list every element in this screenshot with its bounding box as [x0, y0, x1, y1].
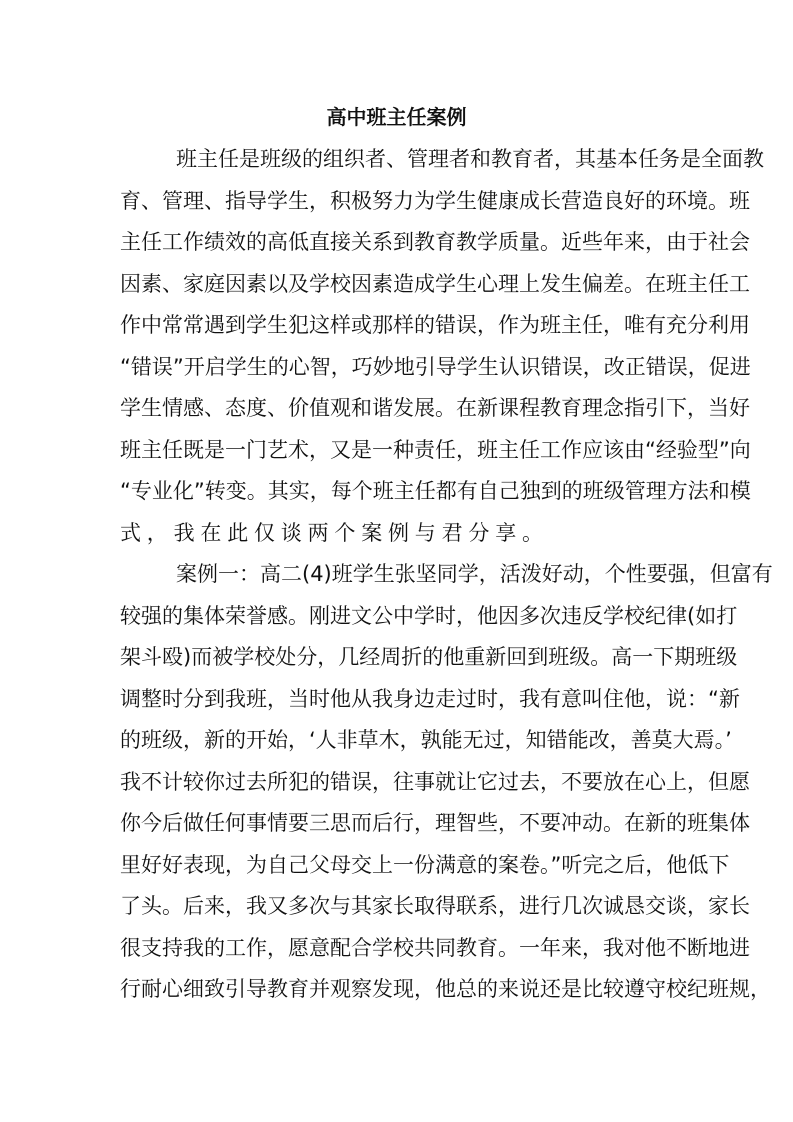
- paragraph-intro: [120, 139, 764, 554]
- text-line: “错误”开启学生的心智，巧妙地引导学生认识错误，改正错误，促进: [120, 354, 751, 379]
- paragraph-case-one: [120, 554, 773, 1011]
- text-line: 案例一：高二(4)班学生张坚同学，活泼好动，个性要强，但富有: [176, 562, 773, 586]
- text-line: 架斗殴)而被学校处分，几经周折的他重新回到班级。高一下期班级: [120, 645, 738, 669]
- text-line: 因素、家庭因素以及学校因素造成学生心理上发生偏差。在班主任工: [120, 271, 750, 296]
- text-line: 班主任是班级的组织者、管理者和教育者，其基本任务是全面教: [176, 147, 764, 171]
- text-line: 调整时分到我班，当时他从我身边走过时，我有意叫住他，说：“新: [120, 686, 740, 711]
- text-line: 育、管理、指导学生，积极努力为学生健康成长营造良好的环境。班: [120, 188, 750, 213]
- text-line: 式，我在此仅谈两个案例与君分享。: [120, 520, 549, 545]
- text-line: 作中常常遇到学生犯这样或那样的错误，作为班主任，唯有充分利用: [120, 313, 750, 337]
- document-title: 高中班主任案例: [326, 105, 467, 129]
- text-line: 你今后做任何事情要三思而后行，理智些，不要冲动。在新的班集体: [120, 811, 750, 835]
- document-body: [120, 139, 773, 1011]
- text-line: 学生情感、态度、价值观和谐发展。在新课程教育理念指引下，当好: [120, 396, 750, 420]
- text-line: 主任工作绩效的高低直接关系到教育教学质量。近些年来，由于社会: [120, 230, 750, 254]
- text-line: “专业化”转变。其实，每个班主任都有自己独到的班级管理方法和模: [120, 479, 751, 503]
- text-line: 很支持我的工作，愿意配合学校共同教育。一年来，我对他不断地进: [120, 935, 750, 960]
- text-line: 我不计较你过去所犯的错误，往事就让它过去，不要放在心上，但愿: [120, 769, 750, 794]
- text-line: 的班级，新的开始，‘人非草木，孰能无过，知错能改，善莫大焉。’: [120, 728, 732, 752]
- text-line: 里好好表现，为自己父母交上一份满意的案卷。”听完之后，他低下: [120, 852, 730, 877]
- text-line: 班主任既是一门艺术，又是一种责任，班主任工作应该由“经验型”向: [120, 437, 751, 462]
- text-line: 了头。后来，我又多次与其家长取得联系，进行几次诚恳交谈，家长: [120, 894, 750, 918]
- text-line: 较强的集体荣誉感。刚进文公中学时，他因多次违反学校纪律(如打: [120, 603, 738, 628]
- text-line: 行耐心细致引导教育并观察发现，他总的来说还是比较遵守校纪班规，: [120, 977, 771, 1001]
